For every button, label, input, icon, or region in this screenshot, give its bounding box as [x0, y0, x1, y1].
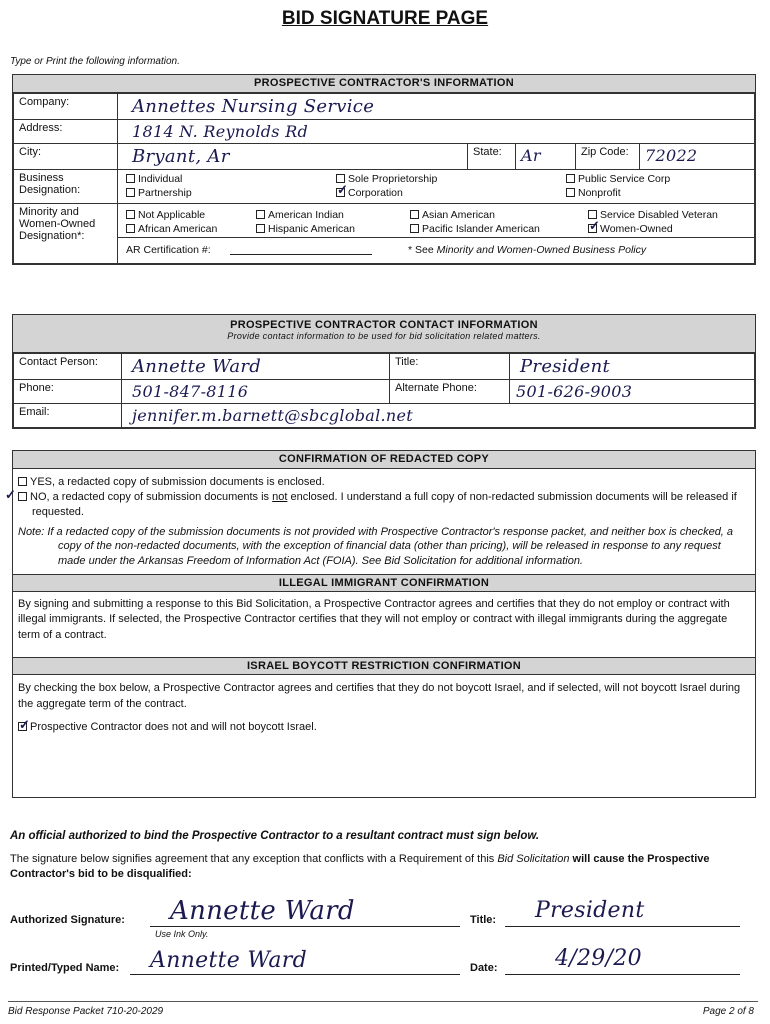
email-field[interactable]: jennifer.m.barnett@sbcglobal.net	[132, 406, 414, 425]
minority-option-service-disabled-veteran[interactable]: Service Disabled Veteran	[588, 209, 718, 221]
printed-name-label: Printed/Typed Name:	[10, 962, 120, 974]
ink-note: Use Ink Only.	[155, 929, 209, 939]
agreement-statement: The signature below signifies agreement that any exception that conflicts with a Requirement of this Bid Solicitation will cause the Prospective Contractor's bid to be disqualified:	[10, 853, 710, 880]
redacted-yes-option[interactable]: YES, a redacted copy of submission documents is enclosed.	[18, 475, 750, 490]
alt-phone-label: Alternate Phone:	[390, 380, 510, 404]
minority-label-2: Women-Owned	[19, 218, 96, 230]
business-option-nonprofit[interactable]: Nonprofit	[566, 187, 621, 199]
ar-certification-field[interactable]	[230, 254, 372, 255]
ar-certification-note: * See Minority and Women-Owned Business Policy	[408, 244, 647, 256]
auth-signature-field[interactable]: Annette Ward	[170, 896, 355, 926]
immigrant-header: ILLEGAL IMMIGRANT CONFIRMATION	[13, 574, 755, 592]
checkbox-asian-american[interactable]	[410, 210, 419, 219]
state-label: State:	[468, 144, 516, 170]
confirmations-section	[12, 450, 756, 798]
contractor-info-header: PROSPECTIVE CONTRACTOR'S INFORMATION	[13, 75, 755, 93]
minority-option-american-indian[interactable]: American Indian	[256, 209, 344, 221]
checkbox-public-service-corp[interactable]	[566, 174, 575, 183]
minority-label-1: Minority and	[19, 206, 79, 218]
contact-title-field[interactable]: President	[520, 356, 611, 377]
checkbox-women-owned[interactable]	[588, 224, 597, 233]
checkbox-american-indian[interactable]	[256, 210, 265, 219]
checkbox-african-american[interactable]	[126, 224, 135, 233]
official-statement: An official authorized to bind the Prospective Contractor to a resultant contract must sign below.	[10, 830, 540, 842]
date-field[interactable]: 4/29/20	[555, 946, 642, 971]
business-option-corporation[interactable]: ✓ Corporation	[336, 187, 403, 199]
ar-certification-label: AR Certification #:	[126, 244, 211, 256]
checkbox-redacted-no[interactable]	[18, 492, 27, 501]
checkbox-hispanic-american[interactable]	[256, 224, 265, 233]
city-label: City:	[14, 144, 118, 170]
israel-text: By checking the box below, a Prospective Contractor agrees and certifies that they do not boycott Israel, and if selected, will not boycott Israel during the aggregate term of the contract.	[18, 682, 741, 710]
israel-checkbox-option[interactable]: ✓Prospective Contractor does not and will not boycott Israel.	[13, 716, 755, 739]
minority-label-3: Designation*:	[19, 230, 85, 242]
signature-title-label: Title:	[470, 914, 497, 926]
zip-label: Zip Code:	[576, 144, 640, 170]
contractor-info-section	[12, 74, 756, 265]
company-label: Company:	[14, 94, 118, 120]
phone-label: Phone:	[14, 380, 122, 404]
business-option-sole-proprietorship[interactable]: Sole Proprietorship	[336, 173, 437, 185]
date-label: Date:	[470, 962, 498, 974]
contact-info-header: PROSPECTIVE CONTRACTOR CONTACT INFORMATION Provide contact information to be used for bid solicitation related matters.	[13, 315, 755, 353]
checkbox-no-boycott[interactable]	[18, 722, 27, 731]
checkbox-pacific-islander-american[interactable]	[410, 224, 419, 233]
instructions: Type or Print the following information.	[10, 56, 180, 67]
redacted-no-option[interactable]: ✓NO, a redacted copy of submission documents is not enclosed. I understand a full copy of non-redacted submission documents will be released if requested.	[18, 490, 750, 520]
minority-option-pacific-islander-american[interactable]: Pacific Islander American	[410, 223, 540, 235]
company-field[interactable]: Annettes Nursing Service	[132, 96, 375, 117]
signature-title-field[interactable]: President	[535, 898, 645, 923]
footer-page-number: Page 2 of 8	[702, 1006, 754, 1017]
minority-option-african-american[interactable]: African American	[126, 223, 217, 235]
checkbox-partnership[interactable]	[126, 188, 135, 197]
contact-info-section	[12, 314, 756, 429]
signature-title-line	[505, 926, 740, 927]
auth-signature-line[interactable]	[150, 926, 460, 927]
email-label: Email:	[14, 404, 122, 428]
address-label: Address:	[14, 120, 118, 144]
alt-phone-field[interactable]: 501-626-9003	[516, 382, 633, 401]
israel-header: ISRAEL BOYCOTT RESTRICTION CONFIRMATION	[13, 657, 755, 675]
contact-title-label: Title:	[390, 354, 510, 380]
phone-field[interactable]: 501-847-8116	[132, 382, 249, 401]
printed-name-field[interactable]: Annette Ward	[150, 948, 307, 973]
checkbox-nonprofit[interactable]	[566, 188, 575, 197]
zip-field[interactable]: 72022	[645, 146, 698, 165]
footer-left: Bid Response Packet 710-20-2029	[8, 1006, 164, 1017]
business-option-public-service-corp[interactable]: Public Service Corp	[566, 173, 670, 185]
business-label-2: Designation:	[19, 184, 81, 196]
business-label-1: Business	[19, 172, 64, 184]
immigrant-text: By signing and submitting a response to this Bid Solicitation, a Prospective Contractor agrees and certifies that they do not employ or contract with illegal immigrants. If selected, the Prospective Contractor certifies that they will not employ or contract with illegal immigrants during the aggregate term of a contract.	[18, 598, 730, 641]
printed-name-line	[130, 974, 460, 975]
business-option-partnership[interactable]: Partnership	[126, 187, 192, 199]
page-title: BID SIGNATURE PAGE	[281, 8, 489, 29]
minority-option-hispanic-american[interactable]: Hispanic American	[256, 223, 355, 235]
date-line	[505, 974, 740, 975]
checkbox-redacted-yes[interactable]	[18, 477, 27, 486]
redacted-header: CONFIRMATION OF REDACTED COPY	[13, 451, 755, 469]
state-field[interactable]: Ar	[521, 146, 541, 165]
footer-divider	[8, 1001, 758, 1002]
redacted-note: Note: If a redacted copy of the submission documents is not provided with Prospective Contractor's response packet, and neither box is checked, a copy of the non-redacted documents, with the exception of financial data (other than pricing), will be released in response to any request made under the Arkansas Freedom of Information Act (FOIA). See Bid Solicitation for additional information.	[18, 525, 734, 568]
business-option-individual[interactable]: Individual	[126, 173, 182, 185]
city-field[interactable]: Bryant, Ar	[132, 146, 230, 167]
address-field[interactable]: 1814 N. Reynolds Rd	[132, 122, 309, 141]
contact-person-label: Contact Person:	[14, 354, 122, 380]
checkbox-individual[interactable]	[126, 174, 135, 183]
minority-option-women-owned[interactable]: ✓ Women-Owned	[588, 223, 673, 235]
minority-option-asian-american[interactable]: Asian American	[410, 209, 495, 221]
checkbox-corporation[interactable]	[336, 188, 345, 197]
auth-signature-label: Authorized Signature:	[10, 914, 125, 926]
contact-person-field[interactable]: Annette Ward	[132, 356, 262, 377]
checkbox-not-applicable[interactable]	[126, 210, 135, 219]
minority-option-not-applicable[interactable]: Not Applicable	[126, 209, 205, 221]
